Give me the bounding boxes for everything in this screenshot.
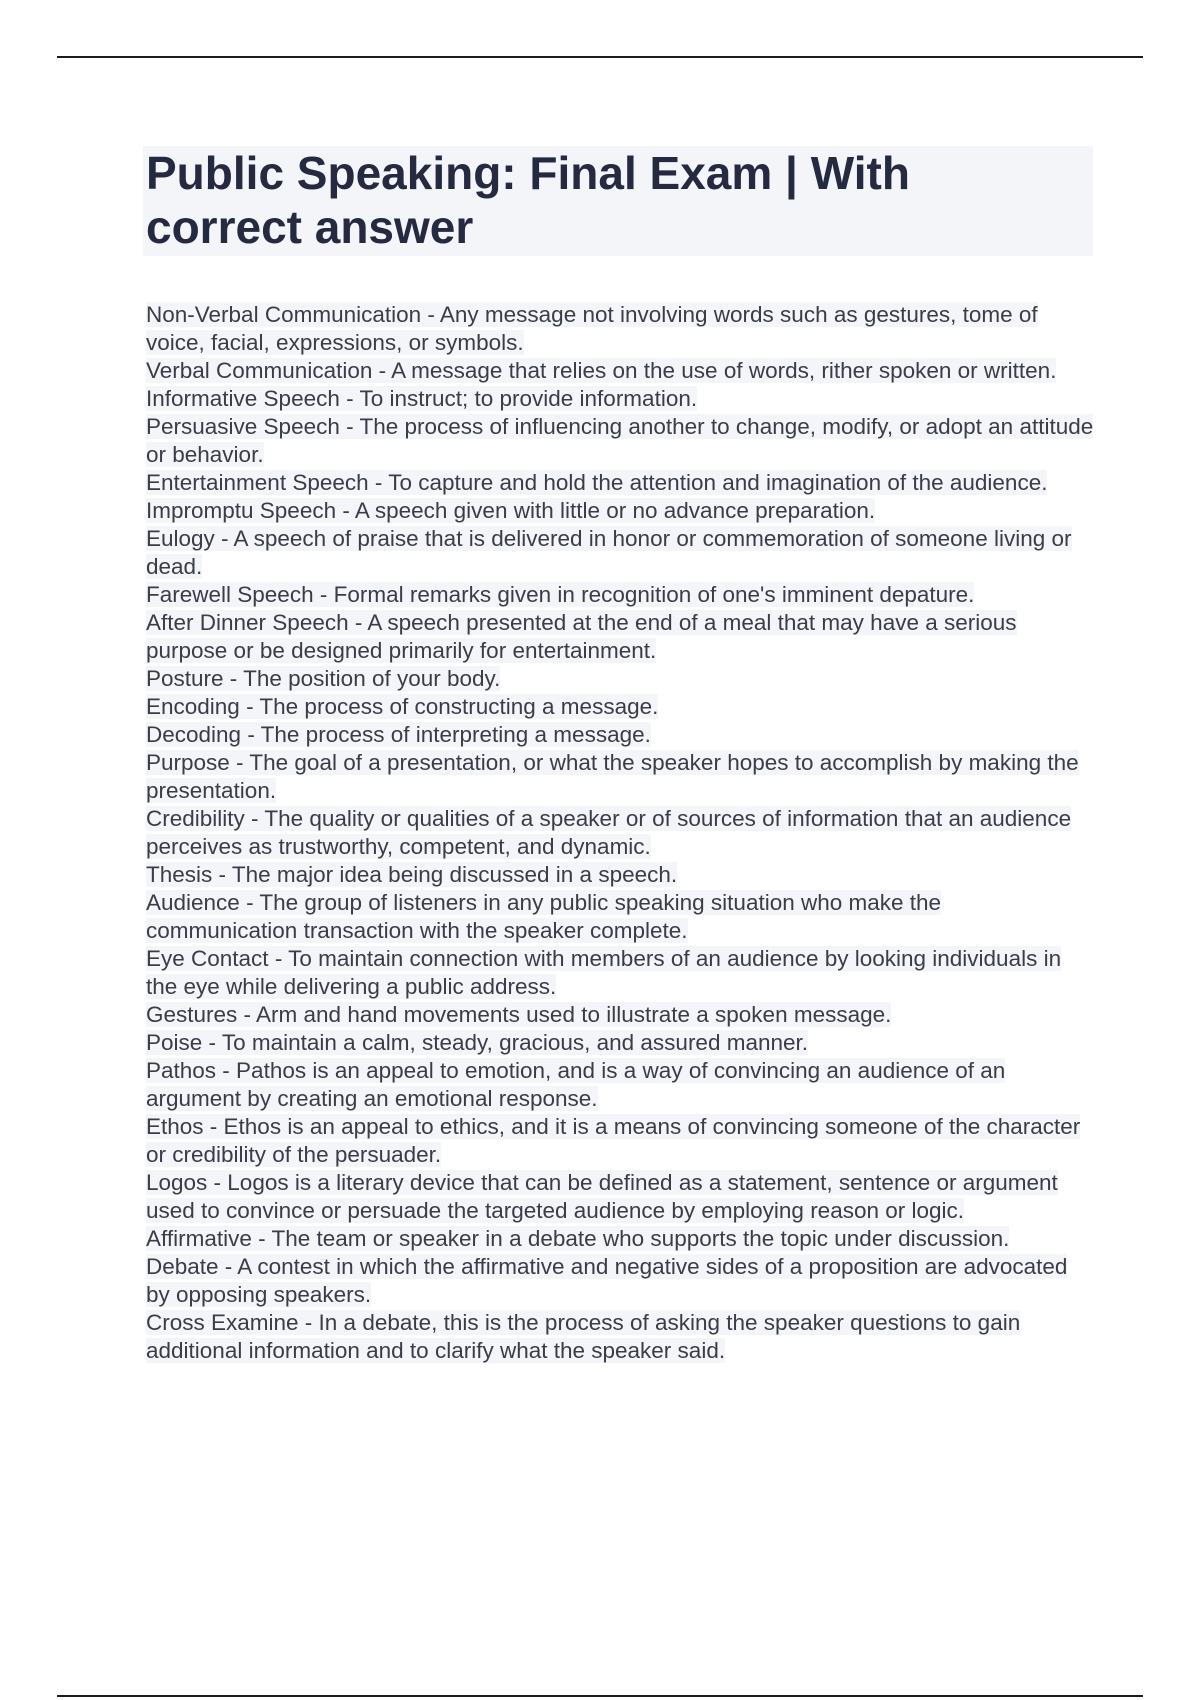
definition-list [146,301,1096,1365]
definition-entry: Audience - The group of listeners in any public speaking situation who make the communication transaction with the speaker complete. [146,890,942,943]
definition-entry: Thesis - The major idea being discussed in a speech. [146,862,678,887]
definition-entry: Credibility - The quality or qualities of a speaker or of sources of information that an audience perceives as trustworthy, competent, and dynamic. [146,806,1072,859]
definition-entry: Decoding - The process of interpreting a message. [146,722,651,747]
definition-entry: Posture - The position of your body. [146,666,501,691]
definition-entry: Pathos - Pathos is an appeal to emotion, and is a way of convincing an audience of an argument by creating an emotional response. [146,1058,1006,1111]
definition-entry: Impromptu Speech - A speech given with little or no advance preparation. [146,498,876,523]
definition-entry: Cross Examine - In a debate, this is the process of asking the speaker questions to gain additional information and to clarify what the speaker said. [146,1310,1021,1363]
definition-entry: Eye Contact - To maintain connection with members of an audience by looking individuals in the eye while delivering a public address. [146,946,1062,999]
page-title: Public Speaking: Final Exam | With correct answer [146,147,910,253]
definition-entry: Poise - To maintain a calm, steady, gracious, and assured manner. [146,1030,809,1055]
definition-entry: Ethos - Ethos is an appeal to ethics, and it is a means of convincing someone of the character or credibility of the persuader. [146,1114,1081,1167]
definition-entry: Non-Verbal Communication - Any message not involving words such as gestures, tome of voice, facial, expressions, or symbols. [146,302,1038,355]
bottom-rule [57,1695,1143,1697]
definition-entry: After Dinner Speech - A speech presented at the end of a meal that may have a serious purpose or be designed primarily for entertainment. [146,610,1017,663]
definition-entry: Affirmative - The team or speaker in a debate who supports the topic under discussion. [146,1226,1010,1251]
definition-entry: Informative Speech - To instruct; to provide information. [146,386,698,411]
definition-entry: Encoding - The process of constructing a message. [146,694,659,719]
definition-entry: Farewell Speech - Formal remarks given in recognition of one's imminent depature. [146,582,975,607]
definition-entry: Purpose - The goal of a presentation, or what the speaker hopes to accomplish by making the presentation. [146,750,1079,803]
definition-entry: Logos - Logos is a literary device that can be defined as a statement, sentence or argument used to convince or persuade the targeted audience by employing reason or logic. [146,1170,1058,1223]
top-rule [57,56,1143,58]
definition-entry: Entertainment Speech - To capture and hold the attention and imagination of the audience. [146,470,1048,495]
definition-entry: Persuasive Speech - The process of influencing another to change, modify, or adopt an attitude or behavior. [146,414,1094,467]
definition-entry: Verbal Communication - A message that relies on the use of words, rither spoken or written. [146,358,1057,383]
definition-entry: Eulogy - A speech of praise that is delivered in honor or commemoration of someone living or dead. [146,526,1072,579]
definition-entry: Gestures - Arm and hand movements used to illustrate a spoken message. [146,1002,892,1027]
definition-entry: Debate - A contest in which the affirmative and negative sides of a proposition are advocated by opposing speakers. [146,1254,1068,1307]
